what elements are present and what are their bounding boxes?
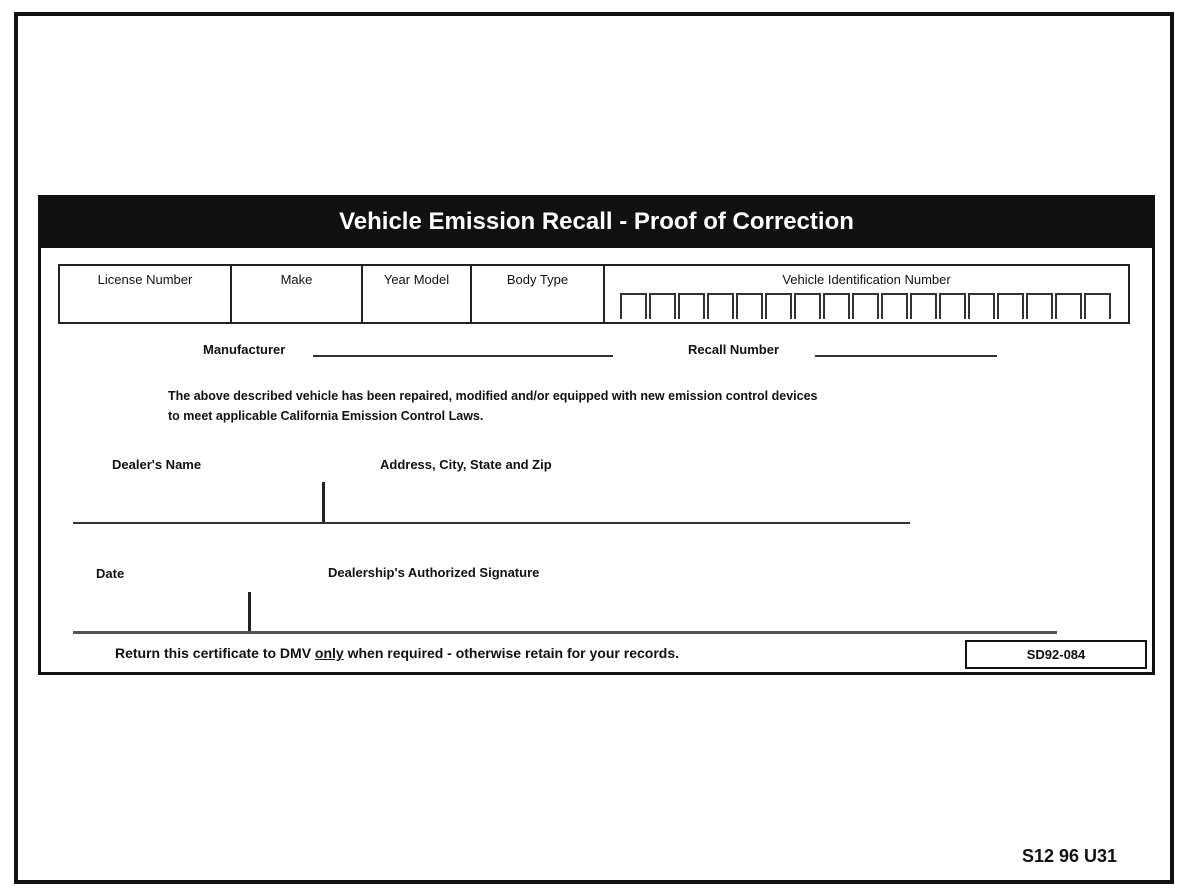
dealer-input-line[interactable] xyxy=(73,522,910,524)
form-title: Vehicle Emission Recall - Proof of Correction xyxy=(38,195,1155,248)
vin-character-box[interactable] xyxy=(823,293,850,319)
vin-character-box[interactable] xyxy=(968,293,995,319)
vin-character-box[interactable] xyxy=(736,293,763,319)
make-field[interactable]: Make xyxy=(232,266,363,322)
vin-character-box[interactable] xyxy=(852,293,879,319)
return-text: Return this certificate to DMV xyxy=(115,645,315,661)
vehicle-info-table xyxy=(58,264,1130,324)
figure-reference: S12 96 U31 xyxy=(1022,846,1118,866)
manufacturer-input-line[interactable] xyxy=(313,355,613,357)
dealer-name-label: Dealer's Name xyxy=(112,457,202,472)
vin-character-box[interactable] xyxy=(1055,293,1082,319)
return-instructions xyxy=(115,645,679,661)
signature-input-line[interactable] xyxy=(73,631,1057,634)
year-model-field[interactable]: Year Model xyxy=(363,266,472,322)
vin-character-box[interactable] xyxy=(707,293,734,319)
vin-character-box[interactable] xyxy=(939,293,966,319)
recall-number-input-line[interactable] xyxy=(815,355,997,357)
vin-character-box[interactable] xyxy=(1026,293,1053,319)
vin-character-box[interactable] xyxy=(1084,293,1111,319)
vin-character-box[interactable] xyxy=(678,293,705,319)
return-text: when required - otherwise retain for your records. xyxy=(343,645,679,661)
divider xyxy=(322,482,325,524)
certification-statement xyxy=(168,386,817,426)
vin-character-box[interactable] xyxy=(765,293,792,319)
body-type-field[interactable]: Body Type xyxy=(472,266,605,322)
vin-character-box[interactable] xyxy=(794,293,821,319)
recall-number-label: Recall Number xyxy=(688,342,780,357)
vin-field[interactable] xyxy=(605,266,1128,322)
return-emphasis: only xyxy=(314,645,344,661)
divider xyxy=(248,592,251,633)
license-number-field[interactable]: License Number xyxy=(60,266,232,322)
form-code: SD92-084 xyxy=(965,640,1147,669)
date-label: Date xyxy=(96,566,125,581)
address-label: Address, City, State and Zip xyxy=(380,457,552,472)
manufacturer-label: Manufacturer xyxy=(203,342,286,357)
vin-character-box[interactable] xyxy=(910,293,937,319)
vin-label: Vehicle Identification Number xyxy=(782,272,951,287)
vin-boxes[interactable] xyxy=(605,293,1128,319)
vin-character-box[interactable] xyxy=(997,293,1024,319)
statement-line: The above described vehicle has been repaired, modified and/or equipped with new emission control devices xyxy=(168,389,818,403)
vin-character-box[interactable] xyxy=(649,293,676,319)
vin-character-box[interactable] xyxy=(881,293,908,319)
signature-label: Dealership's Authorized Signature xyxy=(328,565,540,580)
vin-character-box[interactable] xyxy=(620,293,647,319)
statement-line: to meet applicable California Emission Control Laws. xyxy=(168,409,484,423)
